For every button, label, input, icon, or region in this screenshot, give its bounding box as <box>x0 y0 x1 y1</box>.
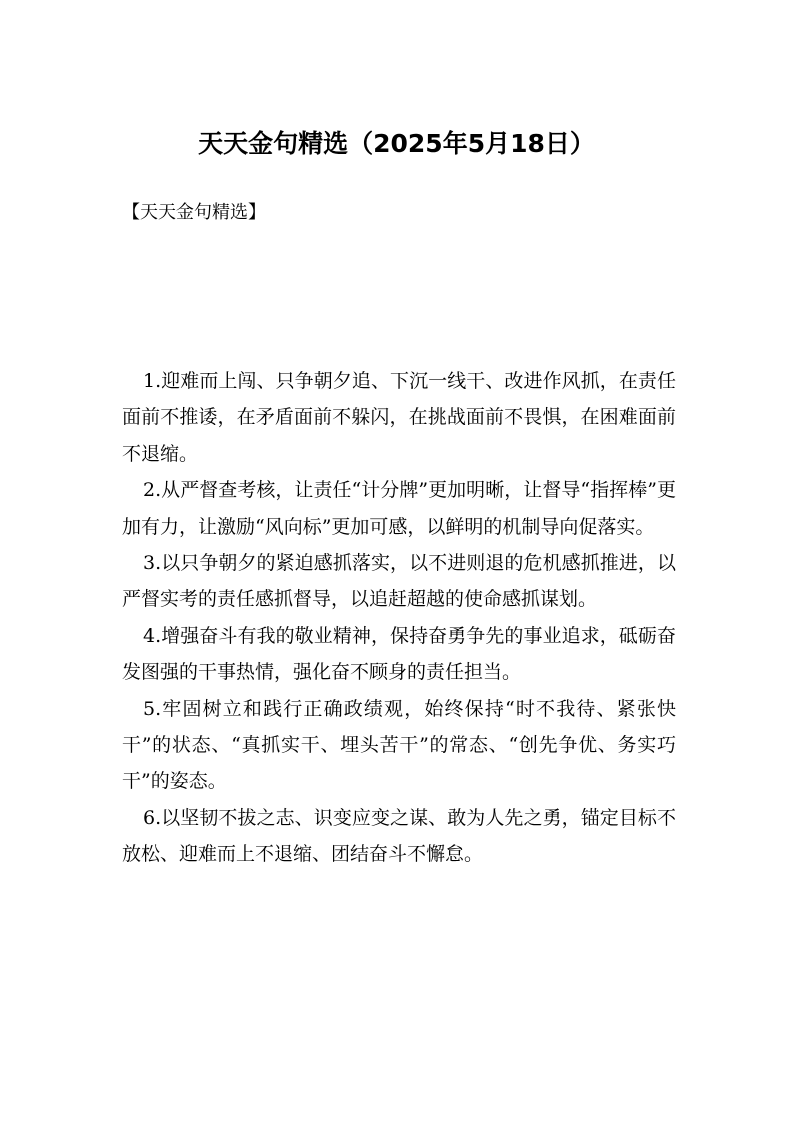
paragraph-5: 5.牢固树立和践行正确政绩观，始终保持“时不我待、紧张快干”的状态、“真抓实干、埋头苦干”的常态、“创先争优、务实巧干”的姿态。 <box>122 697 676 793</box>
section-tag: 【天天金句精选】 <box>122 202 266 223</box>
paragraph-3: 3.以只争朝夕的紧迫感抓落实，以不进则退的危机感抓推进，以严督实考的责任感抓督导，以追赶超越的使命感抓谋划。 <box>122 552 676 611</box>
paragraph-1: 1.迎难而上闯、只争朝夕追、下沉一线干、改进作风抓，在责任面前不推诿，在矛盾面前不躲闪，在挑战面前不畏惧，在困难面前不退缩。 <box>122 370 676 465</box>
document-body <box>122 363 676 873</box>
paragraph-6: 6.以坚韧不拔之志、识变应变之谋、敢为人先之勇，锚定目标不放松、迎难而上不退缩、团结奋斗不懈怠。 <box>122 806 676 866</box>
document-title: 天天金句精选（2025年5月18日） <box>198 129 595 158</box>
paragraph-2: 2.从严督查考核，让责任“计分牌”更加明晰，让督导“指挥棒”更加有力，让激励“风向标”更加可感，以鲜明的机制导向促落实。 <box>122 479 676 538</box>
paragraph-4: 4.增强奋斗有我的敬业精神，保持奋勇争先的事业追求，砥砺奋发图强的干事热情，强化奋不顾身的责任担当。 <box>122 624 676 684</box>
